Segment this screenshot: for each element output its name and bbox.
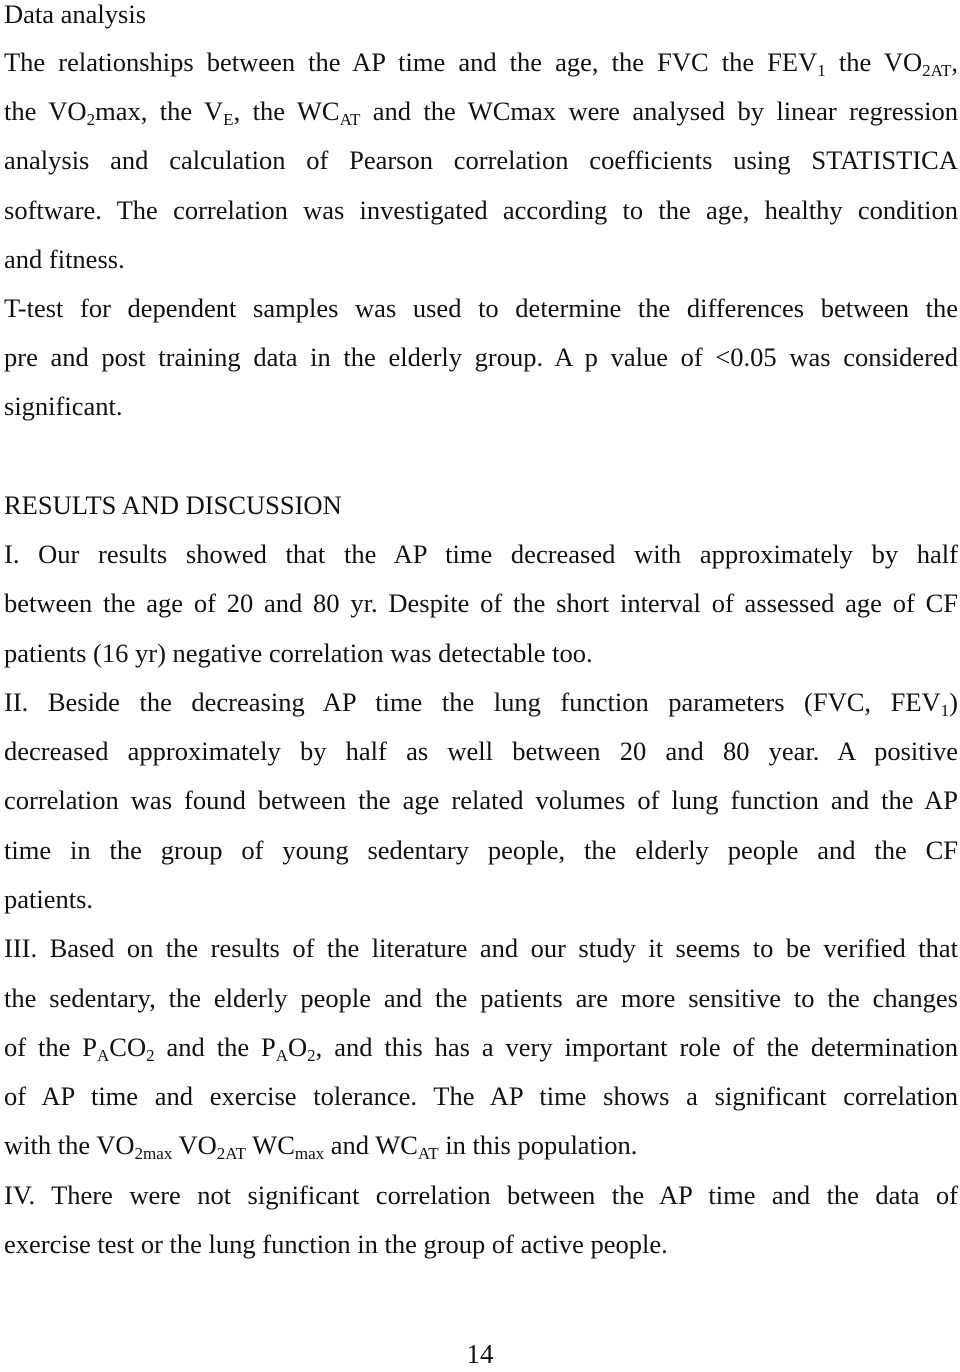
paragraph-line: The relationships between the AP time and the age, the FVC the $FEV_1$ the $VO_{2AT}$,	[4, 47, 958, 80]
paragraph-line: between the age of 20 and 80 yr. Despite of the short interval of assessed age of CF	[4, 588, 958, 618]
section-heading-data-analysis: Data analysis	[4, 0, 147, 29]
paragraph-line: III. Based on the results of the literature and our study it seems to be verified that	[4, 933, 958, 963]
paragraph-line: correlation was found between the age related volumes of lung function and the AP	[4, 785, 958, 815]
paragraph-line: the $VO_2\max$, the $V_E$, the $WC_{AT}$ and the WCmax were analysed by linear regression	[4, 96, 958, 129]
paragraph-line: II. Beside the decreasing AP time the lung function parameters (FVC, $FEV_1$)	[4, 687, 958, 720]
paragraph-line: I. Our results showed that the AP time decreased with approximately by half	[4, 539, 958, 569]
paragraph-line: and fitness.	[4, 244, 125, 274]
section-heading-results: RESULTS AND DISCUSSION	[4, 490, 342, 520]
paragraph-line: pre and post training data in the elderly group. A p value of <0.05 was considered	[4, 342, 958, 372]
paragraph-line: IV. There were not significant correlation between the AP time and the data of	[4, 1180, 958, 1210]
paragraph-line: the sedentary, the elderly people and the patients are more sensitive to the changes	[4, 983, 958, 1013]
page-number: 14	[466, 1339, 494, 1369]
paragraph-line: patients.	[4, 884, 94, 914]
paragraph-line: of AP time and exercise tolerance. The AP time shows a significant correlation	[4, 1081, 958, 1111]
paragraph-line: decreased approximately by half as well between 20 and 80 year. A positive	[4, 736, 958, 766]
paragraph-line: exercise test or the lung function in the group of active people.	[4, 1229, 668, 1259]
paragraph-line: of the $P_ACO_2$ and the $P_AO_2$, and this has a very important role of the determination	[4, 1032, 959, 1065]
paragraph-line: significant.	[4, 391, 123, 421]
paragraph-line: patients (16 yr) negative correlation was detectable too.	[4, 638, 593, 668]
paragraph-line: analysis and calculation of Pearson correlation coefficients using STATISTICA	[4, 145, 958, 175]
paragraph-line: T-test for dependent samples was used to determine the differences between the	[4, 293, 958, 323]
paragraph-line: time in the group of young sedentary people, the elderly people and the CF	[4, 835, 958, 865]
paragraph-line: software. The correlation was investigated according to the age, healthy condition	[4, 195, 958, 225]
paragraph-line: with the $VO_{2max}$ $VO_{2AT}$ $WC_{max}$ and $WC_{AT}$ in this population.	[4, 1130, 638, 1163]
